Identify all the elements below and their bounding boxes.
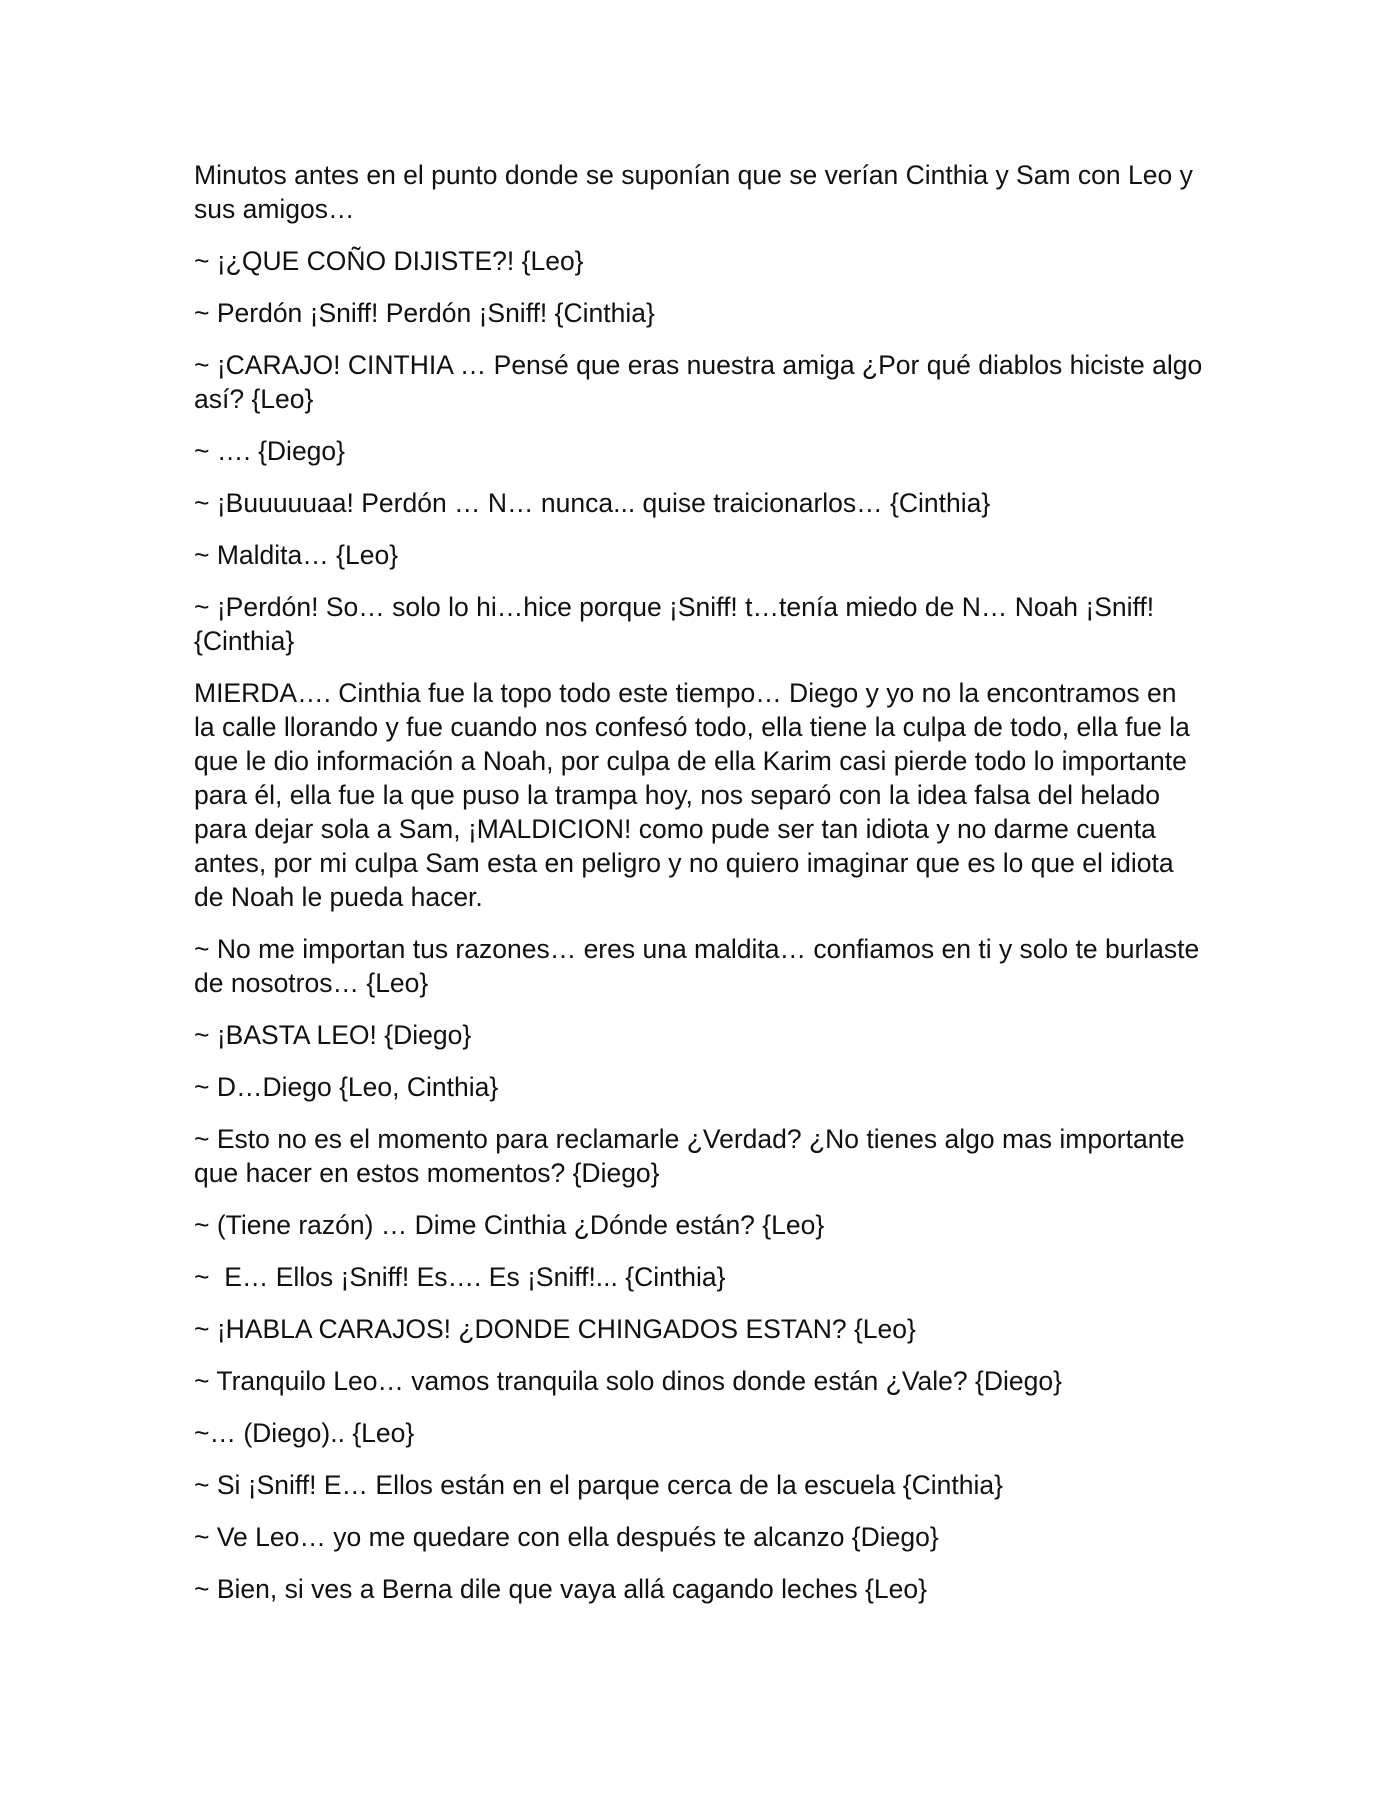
dialogue-line: ~ D…Diego {Leo, Cinthia} (194, 1072, 499, 1102)
narration-paragraph: MIERDA…. Cinthia fue la topo todo este tiempo… Diego y yo no la encontramos en la calle llorando y fue cuando nos confesó todo, ella tiene la culpa de todo, ella fue la que le dio información a Noah, por culpa de ella Karim casi pierde todo lo importante para él, ella fue la que puso la trampa hoy, nos separó con la idea falsa del helado para dejar sola a Sam, ¡MALDICION! como pude ser tan idiota y no darme cuenta antes, por mi culpa Sam esta en peligro y no quiero imaginar que es lo que el idiota de Noah le pueda hacer. (194, 678, 1190, 912)
dialogue-line: ~ Ve Leo… yo me quedare con ella después te alcanzo {Diego} (194, 1522, 939, 1552)
dialogue-line: ~ E… Ellos ¡Sniff! Es…. Es ¡Sniff!... {Cinthia} (194, 1262, 726, 1292)
dialogue-line: ~ ¡HABLA CARAJOS! ¿DONDE CHINGADOS ESTAN? {Leo} (194, 1314, 916, 1344)
dialogue-line: ~ Tranquilo Leo… vamos tranquila solo dinos donde están ¿Vale? {Diego} (194, 1366, 1062, 1396)
dialogue-line: ~ (Tiene razón) … Dime Cinthia ¿Dónde están? {Leo} (194, 1210, 825, 1240)
story-text (194, 158, 1204, 1624)
dialogue-line: ~ Perdón ¡Sniff! Perdón ¡Sniff! {Cinthia} (194, 298, 655, 328)
dialogue-line: ~… (Diego).. {Leo} (194, 1418, 415, 1448)
dialogue-line: ~ Esto no es el momento para reclamarle ¿Verdad? ¿No tienes algo mas importante que hacer en estos momentos? {Diego} (194, 1124, 1185, 1188)
dialogue-line: ~ …. {Diego} (194, 436, 346, 466)
dialogue-line: ~ Maldita… {Leo} (194, 540, 399, 570)
dialogue-line: ~ Bien, si ves a Berna dile que vaya allá cagando leches {Leo} (194, 1574, 927, 1604)
narration-intro: Minutos antes en el punto donde se suponían que se verían Cinthia y Sam con Leo y sus amigos… (194, 160, 1193, 224)
dialogue-line: ~ ¡Buuuuuaa! Perdón … N… nunca... quise traicionarlos… {Cinthia} (194, 488, 991, 518)
dialogue-line: ~ ¡BASTA LEO! {Diego} (194, 1020, 472, 1050)
dialogue-line: ~ No me importan tus razones… eres una maldita… confiamos en ti y solo te burlaste de nosotros… {Leo} (194, 934, 1200, 998)
dialogue-line: ~ Si ¡Sniff! E… Ellos están en el parque cerca de la escuela {Cinthia} (194, 1470, 1003, 1500)
dialogue-line: ~ ¡¿QUE COÑO DIJISTE?! {Leo} (194, 246, 584, 276)
dialogue-line: ~ ¡CARAJO! CINTHIA … Pensé que eras nuestra amiga ¿Por qué diablos hiciste algo así? {Leo} (194, 350, 1203, 414)
dialogue-line: ~ ¡Perdón! So… solo lo hi…hice porque ¡Sniff! t…tenía miedo de N… Noah ¡Sniff! {Cinthia} (194, 592, 1155, 656)
